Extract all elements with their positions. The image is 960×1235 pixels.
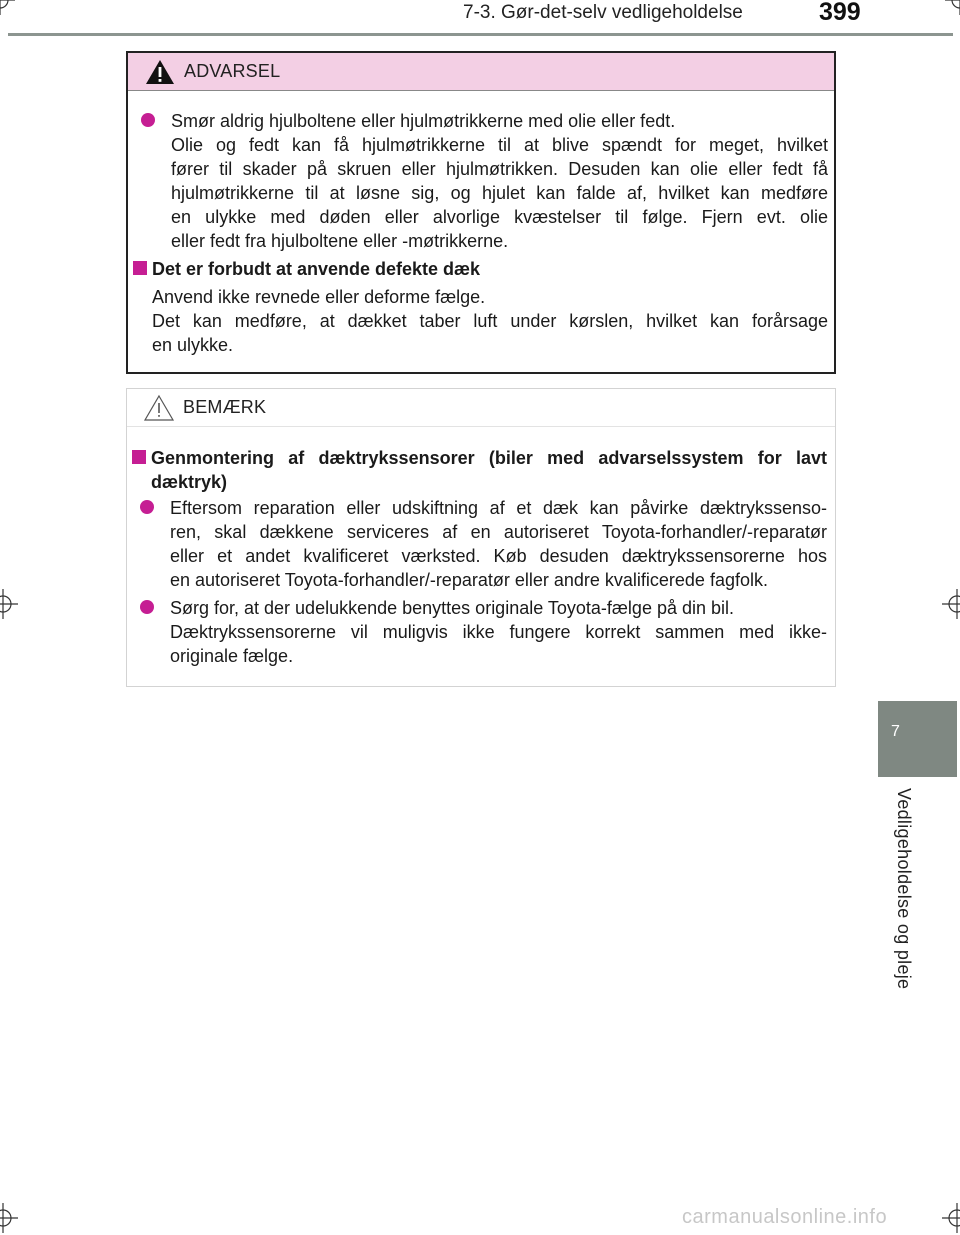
warning-heading: ADVARSEL	[184, 61, 281, 81]
warning-subsection-text: Anvend ikke revnede eller deforme fælge. Det kan medføre, at dækket taber luft under kørslen, hvilket kan forårsage en ulykke.	[152, 287, 828, 355]
footer-watermark: carmanualsonline.info	[682, 1206, 888, 1228]
warning-box	[126, 51, 836, 374]
note-header	[127, 389, 835, 427]
bullet-dot-icon	[140, 600, 154, 614]
header-rule	[8, 33, 953, 36]
bullet-dot-icon	[140, 500, 154, 514]
chapter-title: Vedligeholdelse og pleje	[894, 788, 914, 990]
warning-item-text: Smør aldrig hjulboltene eller hjulmøtrikkerne med olie eller fedt. Olie og fedt kan få hjulmøtrikkerne til at blive spændt for meget, hvilket fører til skader på skruen eller hjulmøtrikken. Desuden kan olie eller fedt få hjulmøtrikkerne til at løsne sig, og hjulet kan falde af, hvilket kan medføre en ulykke med døden eller alvorlige kvæstelser til følge. Fjern evt. olie eller fedt fra hjulboltene eller -møtrikkerne.	[171, 111, 828, 251]
warning-triangle-filled-icon	[144, 58, 176, 86]
bullet-dot-icon	[141, 113, 155, 127]
chapter-number: 7	[891, 723, 900, 740]
bullet-square-icon	[133, 261, 147, 275]
registration-mark-icon	[0, 0, 15, 15]
chapter-tab	[878, 701, 957, 777]
note-item-text: Sørg for, at der udelukkende benyttes originale Toyota-fælge på din bil. Dæktrykssensorerne vil muligvis ikke fungere korrekt sammen med ikke- originale fælge.	[170, 598, 827, 666]
warning-triangle-outline-icon	[143, 394, 175, 422]
registration-mark-icon	[0, 589, 18, 619]
registration-mark-icon	[942, 1203, 960, 1233]
registration-mark-icon	[942, 589, 960, 619]
note-heading: BEMÆRK	[183, 397, 267, 417]
page-number: 399	[819, 0, 861, 26]
note-box	[126, 388, 836, 687]
registration-mark-icon	[945, 0, 960, 15]
bullet-square-icon	[132, 450, 146, 464]
section-title: 7-3. Gør-det-selv vedligeholdelse	[463, 2, 743, 23]
note-item-text: Eftersom reparation eller udskiftning af et dæk kan påvirke dæktrykssenso- ren, skal dækkene serviceres af en autoriseret Toyota-forhandler/-reparatør eller et andet kvalificeret værksted. Køb desuden dæktrykssensorerne hos en autoriseret Toyota-forhandler/-reparatør eller andre kvalificerede fagfolk.	[170, 498, 827, 590]
note-subsection-title: Genmontering af dæktrykssensorer (biler med advarselssystem for lavt dæktryk)	[151, 448, 827, 492]
registration-mark-icon	[0, 1203, 18, 1233]
warning-header	[128, 53, 834, 91]
warning-subsection-title: Det er forbudt at anvende defekte dæk	[152, 259, 481, 279]
